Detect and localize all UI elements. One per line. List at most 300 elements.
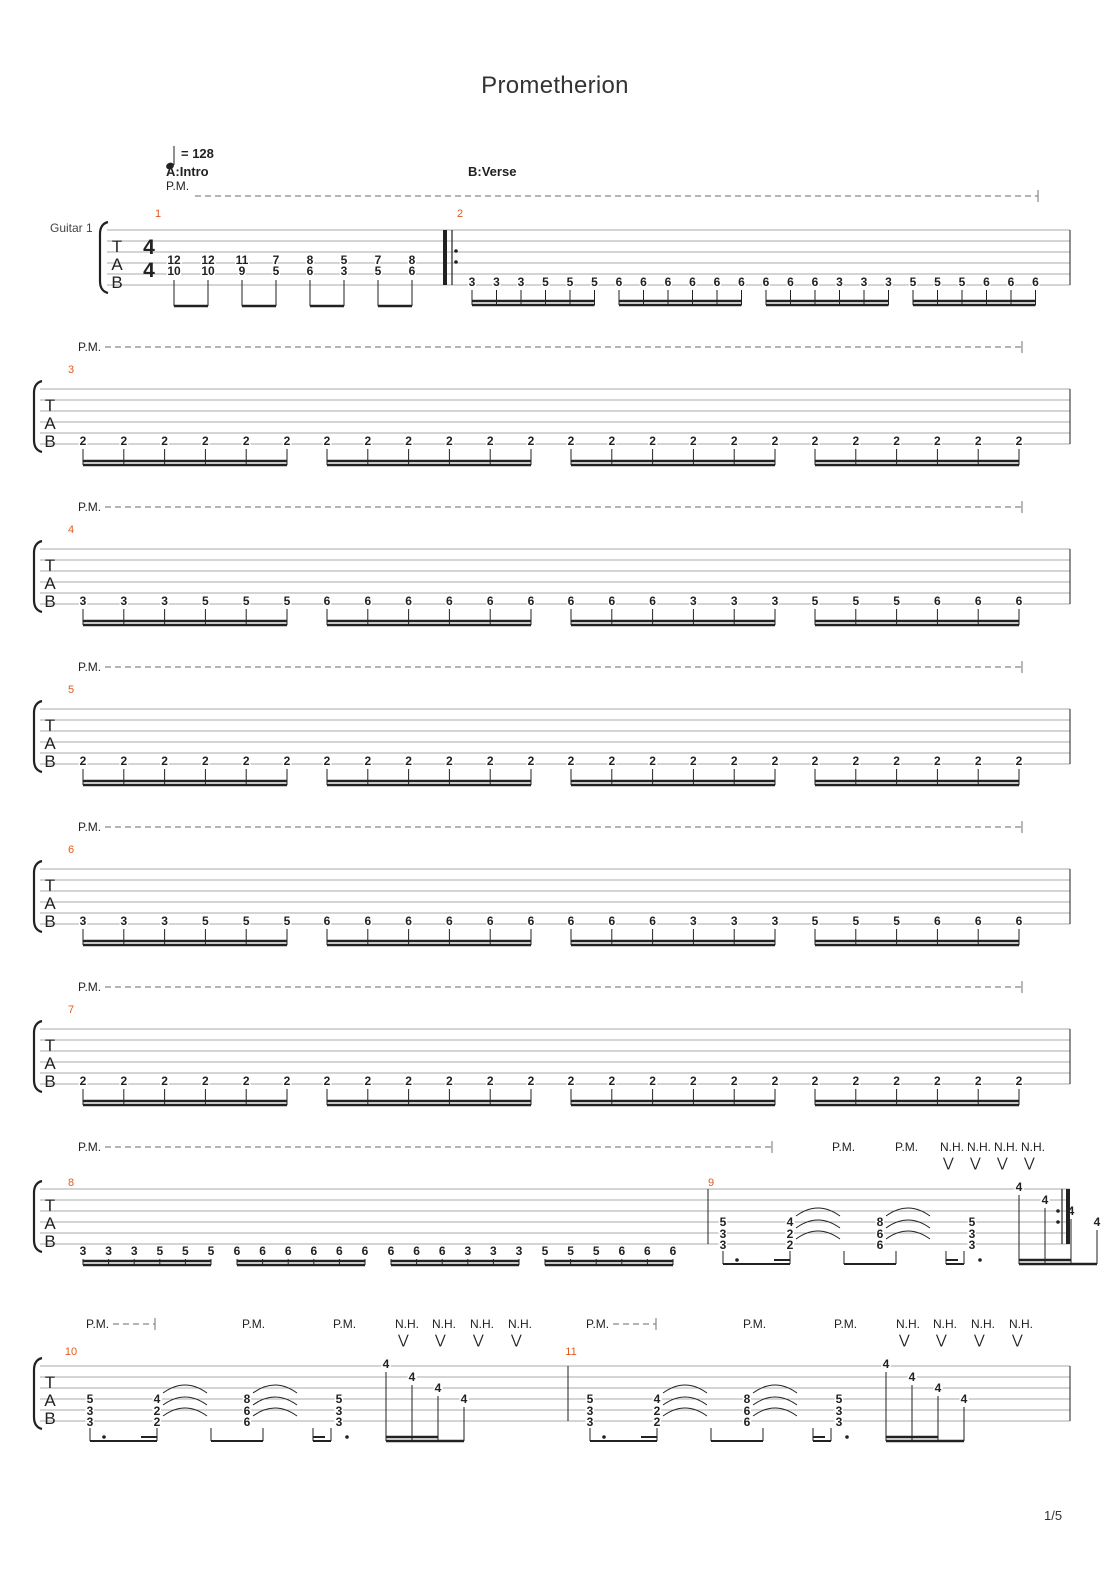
measure-10-chord-fret-number: 3 xyxy=(86,1404,94,1418)
measure-7-fret-number: 2 xyxy=(283,1074,291,1088)
measure-10-chord-fret-number: 2 xyxy=(153,1415,161,1429)
measure-11-tie xyxy=(663,1408,707,1416)
measure-11-chord-fret-number: 8 xyxy=(743,1392,751,1406)
measure-3-fret-number: 2 xyxy=(242,434,250,448)
measure-4-fret-number: 6 xyxy=(486,594,494,608)
measure-8-fret-number: 6 xyxy=(284,1244,292,1258)
intro-fret-number: 10 xyxy=(167,264,181,278)
measure-9-chord-fret-number: 8 xyxy=(876,1215,884,1229)
tab-clef-b: B xyxy=(111,273,123,292)
measure-7-fret-number: 2 xyxy=(690,1074,697,1088)
intro-fret-number: 8 xyxy=(306,253,314,267)
measure-8-fret-number: 3 xyxy=(105,1244,112,1258)
measure-5-fret-number: 2 xyxy=(527,754,535,768)
measure-7-fret-number: 2 xyxy=(1015,1074,1023,1088)
measure-10-dot xyxy=(102,1435,106,1439)
measure-9-tie xyxy=(886,1208,930,1216)
intro-fret-number: 6 xyxy=(408,264,416,278)
measure-8-fret-number: 6 xyxy=(644,1244,651,1258)
measure-9-dot xyxy=(735,1258,739,1262)
harmonic-accent-mark: ⋁ xyxy=(974,1332,985,1347)
tab-clef-a: A xyxy=(44,574,56,593)
natural-harmonic-label: N.H. xyxy=(967,1140,991,1154)
verse-m2-fret-number: 6 xyxy=(615,275,623,289)
measure-8-fret-number: 6 xyxy=(387,1244,395,1258)
measure-10-harmonic-fret-number: 4 xyxy=(434,1381,442,1395)
measure-10-tie xyxy=(163,1385,207,1393)
verse-m2-fret-number: 6 xyxy=(787,275,794,289)
measure-5-fret-number: 2 xyxy=(242,754,250,768)
measure-9-chord-fret-number: 5 xyxy=(968,1215,976,1229)
measure-7-fret-number: 2 xyxy=(852,1074,860,1088)
verse-m2-fret-number: 5 xyxy=(542,275,549,289)
measure-7-fret-number: 2 xyxy=(974,1074,982,1088)
measure-8-fret-number: 6 xyxy=(310,1244,318,1258)
palm-mute-label: P.M. xyxy=(78,340,102,354)
palm-mute-label: P.M. xyxy=(166,179,190,193)
measure-6-fret-number: 6 xyxy=(486,914,494,928)
measure-5-fret-number: 2 xyxy=(486,754,494,768)
verse-m2-fret-number: 5 xyxy=(934,275,941,289)
measure-10-tie xyxy=(253,1408,297,1416)
measure-5-fret-number: 2 xyxy=(852,754,860,768)
measure-8-fret-number: 3 xyxy=(515,1244,523,1258)
measure-6-fret-number: 6 xyxy=(446,914,453,928)
measure-6-fret-number: 3 xyxy=(771,914,779,928)
natural-harmonic-label: N.H. xyxy=(940,1140,964,1154)
intro-fret-number: 7 xyxy=(374,253,382,267)
measure-5-fret-number: 2 xyxy=(567,754,575,768)
palm-mute-label: P.M. xyxy=(86,1317,110,1331)
intro-fret-number: 5 xyxy=(374,264,382,278)
measure-number: 1 xyxy=(154,208,162,220)
measure-6-fret-number: 5 xyxy=(202,914,209,928)
tab-clef-b: B xyxy=(44,1232,56,1251)
natural-harmonic-label: N.H. xyxy=(933,1317,957,1331)
palm-mute-label: P.M. xyxy=(895,1140,919,1154)
tab-clef-b: B xyxy=(44,912,56,931)
measure-11-chord-fret-number: 5 xyxy=(586,1392,594,1406)
measure-3-fret-number: 2 xyxy=(202,434,209,448)
measure-3-fret-number: 2 xyxy=(364,434,372,448)
measure-6-fret-number: 5 xyxy=(283,914,291,928)
measure-9-dot xyxy=(978,1258,982,1262)
palm-mute-label: P.M. xyxy=(832,1140,856,1154)
measure-6-fret-number: 3 xyxy=(79,914,87,928)
verse-m2-fret-number: 6 xyxy=(640,275,647,289)
measure-5-fret-number: 2 xyxy=(202,754,209,768)
measure-10-tie xyxy=(253,1397,297,1405)
tab-clef-t: T xyxy=(44,1373,56,1392)
time-signature-top: 4 xyxy=(143,236,155,259)
measure-11-tie xyxy=(753,1385,797,1393)
measure-8-fret-number: 6 xyxy=(233,1244,241,1258)
measure-4-fret-number: 6 xyxy=(364,594,372,608)
measure-6-fret-number: 6 xyxy=(364,914,372,928)
measure-3-fret-number: 2 xyxy=(120,434,128,448)
measure-6-fret-number: 6 xyxy=(608,914,616,928)
tab-clef-a: A xyxy=(44,734,56,753)
measure-11-chord-fret-number: 3 xyxy=(835,1404,843,1418)
measure-6-fret-number: 5 xyxy=(242,914,250,928)
harmonic-accent-mark: ⋁ xyxy=(398,1332,409,1347)
instrument-name: Guitar 1 xyxy=(50,221,93,235)
measure-3-fret-number: 2 xyxy=(567,434,575,448)
natural-harmonic-label: N.H. xyxy=(432,1317,456,1331)
palm-mute-label: P.M. xyxy=(242,1317,266,1331)
tab-clef-t: T xyxy=(44,396,56,415)
measure-6-fret-number: 6 xyxy=(567,914,575,928)
measure-7-fret-number: 2 xyxy=(567,1074,575,1088)
measure-7-fret-number: 2 xyxy=(446,1074,453,1088)
measure-6-fret-number: 3 xyxy=(690,914,697,928)
measure-8-fret-number: 5 xyxy=(592,1244,600,1258)
verse-m2-fret-number: 6 xyxy=(1007,275,1015,289)
measure-number: 9 xyxy=(707,1177,715,1189)
verse-m2-fret-number: 3 xyxy=(860,275,868,289)
measure-number: 2 xyxy=(456,208,464,220)
measure-6-fret-number: 3 xyxy=(120,914,128,928)
measure-11-chord-fret-number: 5 xyxy=(835,1392,843,1406)
verse-m2-fret-number: 6 xyxy=(738,275,745,289)
harmonic-accent-mark: ⋁ xyxy=(970,1155,981,1170)
measure-5-fret-number: 2 xyxy=(811,754,819,768)
measure-11-chord-fret-number: 2 xyxy=(653,1415,661,1429)
tab-clef-b: B xyxy=(44,1072,56,1091)
system-bracket xyxy=(34,541,42,612)
tab-clef-b: B xyxy=(44,1409,56,1428)
repeat-dot xyxy=(454,249,458,253)
measure-9-chord-fret-number: 3 xyxy=(968,1238,976,1252)
intro-fret-number: 10 xyxy=(201,264,215,278)
verse-m2-fret-number: 6 xyxy=(1032,275,1039,289)
measure-8-fret-number: 6 xyxy=(438,1244,446,1258)
measure-7-fret-number: 2 xyxy=(405,1074,412,1088)
verse-m2-fret-number: 5 xyxy=(958,275,966,289)
measure-3-fret-number: 2 xyxy=(527,434,535,448)
measure-9-chord-fret-number: 4 xyxy=(786,1215,794,1229)
harmonic-accent-mark: ⋁ xyxy=(943,1155,954,1170)
measure-4-fret-number: 5 xyxy=(852,594,860,608)
measure-10-dot xyxy=(345,1435,349,1439)
measure-6-fret-number: 6 xyxy=(405,914,412,928)
measure-3-fret-number: 2 xyxy=(934,434,941,448)
palm-mute-label: P.M. xyxy=(834,1317,858,1331)
measure-3-fret-number: 2 xyxy=(1015,434,1023,448)
measure-10-harmonic-fret-number: 4 xyxy=(460,1392,468,1406)
verse-m2-fret-number: 3 xyxy=(493,275,500,289)
harmonic-accent-mark: ⋁ xyxy=(473,1332,484,1347)
measure-4-fret-number: 6 xyxy=(567,594,575,608)
tab-clef-b: B xyxy=(44,752,56,771)
natural-harmonic-label: N.H. xyxy=(896,1317,920,1331)
measure-5-fret-number: 2 xyxy=(649,754,656,768)
measure-3-fret-number: 2 xyxy=(323,434,331,448)
measure-5-fret-number: 2 xyxy=(79,754,87,768)
measure-5-fret-number: 2 xyxy=(323,754,331,768)
measure-4-fret-number: 3 xyxy=(690,594,697,608)
measure-11-tie xyxy=(663,1385,707,1393)
natural-harmonic-label: N.H. xyxy=(971,1317,995,1331)
intro-fret-number: 9 xyxy=(238,264,246,278)
measure-10-chord-fret-number: 3 xyxy=(86,1415,94,1429)
measure-7-fret-number: 2 xyxy=(527,1074,535,1088)
measure-9-harmonic-fret-number: 4 xyxy=(1093,1215,1101,1229)
measure-9-chord-fret-number: 3 xyxy=(719,1238,727,1252)
measure-11-chord-fret-number: 6 xyxy=(743,1404,751,1418)
measure-6-fret-number: 5 xyxy=(811,914,819,928)
measure-7-fret-number: 2 xyxy=(161,1074,168,1088)
measure-11-chord-fret-number: 3 xyxy=(586,1415,594,1429)
palm-mute-label: P.M. xyxy=(78,1140,102,1154)
measure-4-fret-number: 6 xyxy=(934,594,941,608)
verse-m2-fret-number: 3 xyxy=(836,275,843,289)
intro-fret-number: 5 xyxy=(340,253,348,267)
intro-fret-number: 3 xyxy=(340,264,348,278)
measure-8-fret-number: 6 xyxy=(669,1244,677,1258)
harmonic-accent-mark: ⋁ xyxy=(435,1332,446,1347)
measure-4-fret-number: 6 xyxy=(527,594,535,608)
measure-4-fret-number: 6 xyxy=(1015,594,1023,608)
intro-fret-number: 7 xyxy=(272,253,280,267)
measure-5-fret-number: 2 xyxy=(1015,754,1023,768)
measure-11-tie xyxy=(663,1397,707,1405)
palm-mute-label: P.M. xyxy=(743,1317,767,1331)
measure-3-fret-number: 2 xyxy=(486,434,494,448)
verse-m2-fret-number: 6 xyxy=(689,275,696,289)
measure-4-fret-number: 3 xyxy=(120,594,128,608)
measure-3-fret-number: 2 xyxy=(405,434,412,448)
measure-6-fret-number: 6 xyxy=(649,914,656,928)
measure-11-dot xyxy=(602,1435,606,1439)
harmonic-accent-mark: ⋁ xyxy=(1024,1155,1035,1170)
measure-number: 4 xyxy=(67,524,75,536)
tab-clef-b: B xyxy=(44,592,56,611)
measure-3-fret-number: 2 xyxy=(690,434,697,448)
song-title: Prometherion xyxy=(481,72,629,99)
measure-7-fret-number: 2 xyxy=(893,1074,900,1088)
measure-7-fret-number: 2 xyxy=(79,1074,87,1088)
measure-9-tie xyxy=(886,1231,930,1239)
tab-clef-t: T xyxy=(44,716,56,735)
measure-4-fret-number: 6 xyxy=(649,594,656,608)
measure-11-harmonic-fret-number: 4 xyxy=(908,1370,916,1384)
measure-9-chord-fret-number: 2 xyxy=(786,1238,794,1252)
measure-10-harmonic-fret-number: 4 xyxy=(408,1370,416,1384)
measure-8-fret-number: 6 xyxy=(361,1244,369,1258)
section-label-verse: B:Verse xyxy=(468,164,517,179)
natural-harmonic-label: N.H. xyxy=(395,1317,419,1331)
measure-5-fret-number: 2 xyxy=(730,754,738,768)
measure-6-fret-number: 6 xyxy=(974,914,982,928)
tab-clef-t: T xyxy=(44,1036,56,1055)
harmonic-accent-mark: ⋁ xyxy=(1012,1332,1023,1347)
natural-harmonic-label: N.H. xyxy=(470,1317,494,1331)
measure-10-chord-fret-number: 6 xyxy=(243,1415,251,1429)
harmonic-accent-mark: ⋁ xyxy=(899,1332,910,1347)
repeat-dot xyxy=(454,260,458,264)
measure-6-fret-number: 3 xyxy=(161,914,168,928)
measure-6-fret-number: 6 xyxy=(1015,914,1023,928)
measure-5-fret-number: 2 xyxy=(690,754,697,768)
measure-11-harmonic-fret-number: 4 xyxy=(960,1392,968,1406)
measure-4-fret-number: 5 xyxy=(811,594,819,608)
measure-4-fret-number: 5 xyxy=(202,594,209,608)
measure-4-fret-number: 6 xyxy=(608,594,616,608)
measure-9-tie xyxy=(796,1220,840,1228)
measure-10-chord-fret-number: 5 xyxy=(86,1392,94,1406)
measure-3-fret-number: 2 xyxy=(79,434,87,448)
intro-fret-number: 8 xyxy=(408,253,416,267)
measure-7-fret-number: 2 xyxy=(202,1074,209,1088)
natural-harmonic-label: N.H. xyxy=(1009,1317,1033,1331)
measure-9-chord-fret-number: 3 xyxy=(719,1227,727,1241)
measure-3-fret-number: 2 xyxy=(852,434,860,448)
harmonic-accent-mark: ⋁ xyxy=(511,1332,522,1347)
measure-3-fret-number: 2 xyxy=(161,434,168,448)
measure-11-harmonic-fret-number: 4 xyxy=(934,1381,942,1395)
intro-fret-number: 12 xyxy=(167,253,181,267)
measure-number: 6 xyxy=(67,844,75,856)
measure-3-fret-number: 2 xyxy=(446,434,453,448)
tab-clef-b: B xyxy=(44,432,56,451)
measure-5-fret-number: 2 xyxy=(161,754,168,768)
measure-7-fret-number: 2 xyxy=(486,1074,494,1088)
measure-7-fret-number: 2 xyxy=(120,1074,128,1088)
measure-3-fret-number: 2 xyxy=(974,434,982,448)
measure-8-fret-number: 5 xyxy=(207,1244,215,1258)
measure-10-chord-fret-number: 3 xyxy=(335,1404,343,1418)
measure-5-fret-number: 2 xyxy=(405,754,412,768)
measure-8-fret-number: 6 xyxy=(618,1244,626,1258)
tab-clef-a: A xyxy=(44,1391,56,1410)
measure-8-fret-number: 6 xyxy=(336,1244,343,1258)
palm-mute-label: P.M. xyxy=(586,1317,610,1331)
system-bracket xyxy=(34,1358,42,1429)
measure-5-fret-number: 2 xyxy=(120,754,128,768)
measure-10-tie xyxy=(163,1397,207,1405)
measure-8-fret-number: 6 xyxy=(259,1244,266,1258)
verse-m2-fret-number: 3 xyxy=(517,275,525,289)
repeat-dot xyxy=(1056,1220,1060,1224)
measure-3-fret-number: 2 xyxy=(893,434,900,448)
measure-3-fret-number: 2 xyxy=(283,434,291,448)
measure-9-chord-fret-number: 5 xyxy=(719,1215,727,1229)
measure-11-chord-fret-number: 4 xyxy=(653,1392,661,1406)
palm-mute-label: P.M. xyxy=(78,820,102,834)
natural-harmonic-label: N.H. xyxy=(994,1140,1018,1154)
system-bracket xyxy=(34,1021,42,1092)
verse-m2-fret-number: 5 xyxy=(909,275,917,289)
measure-8-fret-number: 3 xyxy=(490,1244,497,1258)
measure-9-chord-fret-number: 6 xyxy=(876,1238,884,1252)
measure-9-harmonic-fret-number: 4 xyxy=(1041,1193,1049,1207)
measure-9-tie xyxy=(796,1208,840,1216)
harmonic-accent-mark: ⋁ xyxy=(936,1332,947,1347)
measure-11-chord-fret-number: 6 xyxy=(743,1415,751,1429)
intro-fret-number: 6 xyxy=(306,264,314,278)
measure-4-fret-number: 5 xyxy=(242,594,250,608)
measure-6-fret-number: 6 xyxy=(323,914,331,928)
repeat-dot xyxy=(1056,1209,1060,1213)
system-bracket xyxy=(34,861,42,932)
measure-7-fret-number: 2 xyxy=(811,1074,819,1088)
verse-m2-fret-number: 6 xyxy=(762,275,770,289)
natural-harmonic-label: N.H. xyxy=(508,1317,532,1331)
measure-number: 8 xyxy=(67,1177,75,1189)
measure-9-harmonic-fret-number: 4 xyxy=(1067,1204,1075,1218)
measure-7-fret-number: 2 xyxy=(771,1074,779,1088)
system-bracket xyxy=(100,222,108,293)
measure-6-fret-number: 3 xyxy=(730,914,738,928)
measure-10-chord-fret-number: 6 xyxy=(243,1404,251,1418)
measure-10-chord-fret-number: 5 xyxy=(335,1392,343,1406)
measure-number: 5 xyxy=(67,684,75,696)
measure-8-fret-number: 5 xyxy=(541,1244,549,1258)
measure-number: 3 xyxy=(67,364,75,376)
measure-6-fret-number: 5 xyxy=(852,914,860,928)
measure-5-fret-number: 2 xyxy=(893,754,900,768)
measure-11-chord-fret-number: 2 xyxy=(653,1404,661,1418)
verse-m2-fret-number: 3 xyxy=(885,275,892,289)
tab-clef-t: T xyxy=(44,556,56,575)
measure-6-fret-number: 5 xyxy=(893,914,900,928)
measure-10-harmonic-fret-number: 4 xyxy=(382,1357,390,1371)
measure-7-fret-number: 2 xyxy=(608,1074,616,1088)
tab-clef-a: A xyxy=(44,1054,56,1073)
verse-m2-fret-number: 5 xyxy=(566,275,574,289)
measure-5-fret-number: 2 xyxy=(934,754,941,768)
verse-m2-fret-number: 6 xyxy=(713,275,721,289)
measure-4-fret-number: 3 xyxy=(730,594,738,608)
measure-11-tie xyxy=(753,1397,797,1405)
measure-8-fret-number: 6 xyxy=(413,1244,420,1258)
tempo-marking: = 128 xyxy=(181,146,214,161)
palm-mute-label: P.M. xyxy=(78,660,102,674)
section-label-intro: A:Intro xyxy=(166,164,209,179)
verse-m2-fret-number: 6 xyxy=(664,275,672,289)
measure-4-fret-number: 5 xyxy=(283,594,291,608)
measure-10-chord-fret-number: 3 xyxy=(335,1415,343,1429)
tab-clef-a: A xyxy=(44,1214,56,1233)
measure-4-fret-number: 6 xyxy=(446,594,453,608)
palm-mute-label: P.M. xyxy=(333,1317,357,1331)
measure-10-tie xyxy=(163,1408,207,1416)
measure-7-fret-number: 2 xyxy=(323,1074,331,1088)
measure-11-tie xyxy=(753,1408,797,1416)
verse-m2-fret-number: 6 xyxy=(811,275,819,289)
palm-mute-label: P.M. xyxy=(78,500,102,514)
measure-8-fret-number: 3 xyxy=(464,1244,472,1258)
page-number: 1/5 xyxy=(1044,1508,1063,1523)
measure-8-fret-number: 5 xyxy=(156,1244,164,1258)
measure-5-fret-number: 2 xyxy=(446,754,453,768)
measure-4-fret-number: 3 xyxy=(79,594,87,608)
measure-3-fret-number: 2 xyxy=(608,434,616,448)
measure-7-fret-number: 2 xyxy=(649,1074,656,1088)
measure-5-fret-number: 2 xyxy=(608,754,616,768)
measure-5-fret-number: 2 xyxy=(974,754,982,768)
tab-clef-t: T xyxy=(44,876,56,895)
measure-8-fret-number: 3 xyxy=(130,1244,138,1258)
measure-8-fret-number: 5 xyxy=(567,1244,574,1258)
measure-3-fret-number: 2 xyxy=(811,434,819,448)
measure-7-fret-number: 2 xyxy=(934,1074,941,1088)
measure-4-fret-number: 6 xyxy=(405,594,412,608)
measure-11-harmonic-fret-number: 4 xyxy=(882,1357,890,1371)
measure-7-fret-number: 2 xyxy=(730,1074,738,1088)
measure-number: 7 xyxy=(67,1004,75,1016)
